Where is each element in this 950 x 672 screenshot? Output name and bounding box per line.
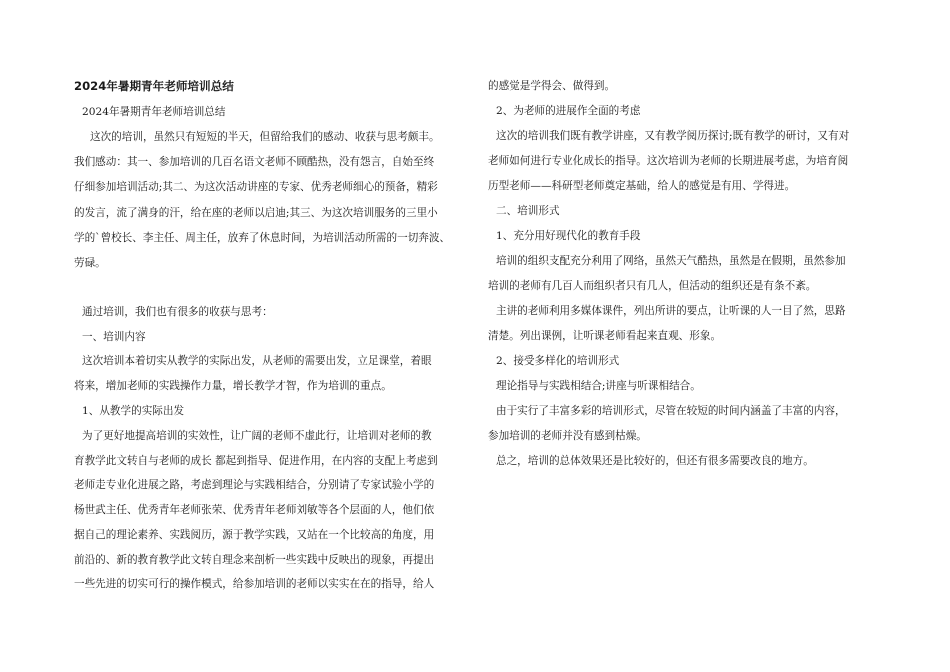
section-heading: 二、培训形式 — [496, 205, 560, 217]
paragraph-line: 前沿的、新的教育教学此文转自理念来剖析一些实践中反映出的现象，再提出 — [74, 554, 435, 566]
section-heading: 一、培训内容 — [82, 331, 146, 343]
subsection-heading: 1、从教学的实际出发 — [82, 405, 185, 417]
paragraph-line: 清楚。列出课例，让听课老师看起来直观、形象。 — [488, 330, 722, 342]
paragraph-line: 这次的培训，虽然只有短短的半天，但留给我们的感动、收获与思考颇丰。 — [90, 131, 440, 143]
subsection-heading: 2、接受多样化的培训形式 — [496, 355, 620, 367]
paragraph-line: 育教学此文转自与老师的成长 都起到指导、促进作用，在内容的支配上考虑到 — [74, 455, 438, 467]
paragraph-line: 这次培训本着切实从教学的实际出发，从老师的需要出发，立足课堂，着眼 — [82, 355, 432, 367]
paragraph-line: 老师如何进行专业化成长的指导。这次培训为老师的长期进展考虑，为培育阅 — [488, 155, 849, 167]
paragraph-line: 我们感动：其一、参加培训的几百名语文老师不顾酷热，没有怨言，自始至终 — [74, 156, 435, 168]
paragraph-line: 这次的培训我们既有教学讲座，又有教学阅历探讨;既有教学的研讨，又有对 — [496, 130, 850, 142]
paragraph-line: 通过培训，我们也有很多的收获与思考： — [82, 306, 273, 318]
paragraph-line: 的发言，流了满身的汗，给在座的老师以启迪;其三、为这次培训服务的三里小 — [74, 207, 438, 219]
paragraph-line: 历型老师——科研型老师奠定基础，给人的感觉是有用、学得进。 — [488, 180, 796, 192]
paragraph-line: 学的`曾校长、李主任、周主任，放弃了休息时间，为培训活动所需的一切奔波、 — [74, 232, 451, 244]
paragraph-line: 理论指导与实践相结合;讲座与听课相结合。 — [496, 380, 701, 392]
subsection-heading: 1、充分用好现代化的教育手段 — [496, 230, 641, 242]
paragraph-line: 杨世武主任、优秀青年老师张荣、优秀青年老师刘敏等各个层面的人，他们依 — [74, 504, 435, 516]
paragraph-line: 培训的组织支配充分利用了网络，虽然天气酷热，虽然是在假期，虽然参加 — [496, 255, 846, 267]
paragraph-line: 据自己的理论素养、实践阅历，源于教学实践，又站在一个比较高的角度，用 — [74, 529, 435, 541]
paragraph-line: 参加培训的老师并没有感到枯燥。 — [488, 430, 647, 442]
paragraph-line: 的感觉是学得会、做得到。 — [488, 80, 616, 92]
paragraph-line: 一些先进的切实可行的操作模式，给参加培训的老师以实实在在的指导，给人 — [74, 578, 435, 590]
paragraph-line: 为了更好地提高培训的实效性，让广阔的老师不虚此行，让培训对老师的教 — [82, 430, 432, 442]
paragraph-line: 培训的老师有几百人而组织者只有几人，但活动的组织还是有条不紊。 — [488, 280, 817, 292]
paragraph-line: 将来，增加老师的实践操作力量，增长教学才智，作为培训的重点。 — [74, 380, 392, 392]
subtitle: 2024年暑期青年老师培训总结 — [82, 106, 226, 118]
paragraph-line: 由于实行了丰富多彩的培训形式，尽管在较短的时间内涵盖了丰富的内容， — [496, 405, 846, 417]
paragraph-line: 劳碌。 — [74, 257, 106, 269]
paragraph-line: 总之，培训的总体效果还是比较好的，但还有很多需要改良的地方。 — [496, 455, 814, 467]
document-title: 2024年暑期青年老师培训总结 — [74, 79, 234, 93]
subsection-heading: 2、为老师的进展作全面的考虑 — [496, 105, 641, 117]
paragraph-line: 主讲的老师利用多媒体课件，列出所讲的要点，让听课的人一目了然，思路 — [496, 305, 846, 317]
paragraph-line: 老师走专业化进展之路，考虑到理论与实践相结合，分别请了专家试验小学的 — [74, 479, 435, 491]
paragraph-line: 仔细参加培训活动;其二、为这次活动讲座的专家、优秀老师细心的预备，精彩 — [74, 181, 438, 193]
